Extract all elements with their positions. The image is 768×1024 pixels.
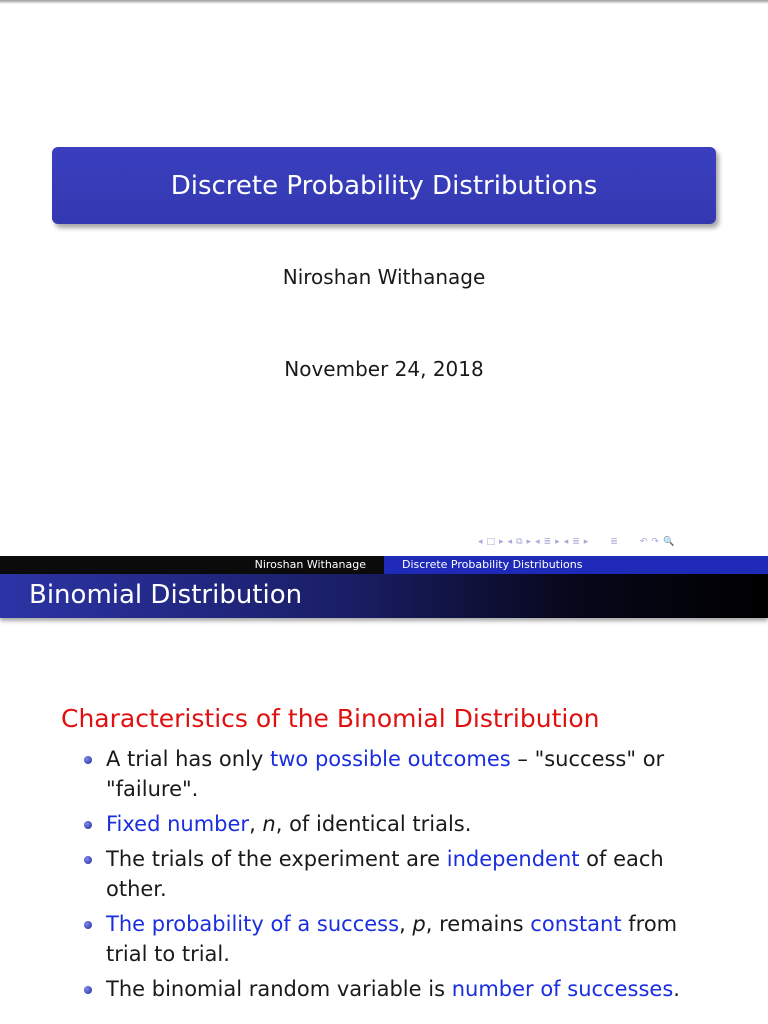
bullet-icon <box>84 986 92 994</box>
nav-forward-icon[interactable]: ↷ <box>651 537 659 547</box>
footline-author: Niroshan Withanage <box>0 556 384 574</box>
list-item <box>84 909 704 969</box>
bullet-icon <box>84 821 92 829</box>
list-item <box>84 974 704 1004</box>
nav-section-icon[interactable]: ≣ <box>572 537 580 547</box>
nav-back-icon[interactable]: ↶ <box>639 537 648 547</box>
list-item <box>84 744 704 804</box>
nav-search-icon[interactable]: 🔍 <box>662 537 675 547</box>
author-name: Niroshan Withanage <box>282 265 486 289</box>
item-highlight: constant <box>530 912 622 936</box>
beamer-navigation[interactable] <box>478 534 678 550</box>
nav-prev-section-icon[interactable]: ◂ <box>563 537 569 547</box>
characteristics-list <box>84 744 704 1009</box>
title-box <box>52 147 716 224</box>
item-math: p <box>412 912 426 936</box>
item-text: from trial to trial. <box>106 912 678 966</box>
item-highlight: number of successes <box>451 977 674 1001</box>
list-item <box>84 809 704 839</box>
item-highlight: two possible outcomes <box>270 747 511 771</box>
nav-prev-slide-icon[interactable]: ◂ <box>478 537 483 547</box>
item-math: n <box>262 812 276 836</box>
nav-next-section-icon[interactable]: ▸ <box>583 537 589 547</box>
list-item <box>84 844 704 904</box>
bullet-icon <box>84 921 92 929</box>
item-highlight: The probability of a success <box>106 912 400 936</box>
item-text: , <box>399 912 413 936</box>
nav-prev-subsection-icon[interactable]: ◂ <box>535 537 540 547</box>
item-text: , remains <box>425 912 531 936</box>
item-text: . <box>673 977 680 1001</box>
item-text: of each other. <box>106 847 664 901</box>
nav-subsection-icon[interactable]: ≣ <box>543 537 552 547</box>
nav-slide-icon[interactable]: □ <box>486 537 496 547</box>
top-edge-shadow <box>0 0 768 4</box>
item-text: The binomial random variable is <box>106 977 452 1001</box>
footline-title: Discrete Probability Distributions <box>384 556 768 574</box>
nav-next-frame-icon[interactable]: ▸ <box>526 537 532 547</box>
footline <box>0 556 768 574</box>
block-title: Characteristics of the Binomial Distribution <box>61 704 600 733</box>
nav-next-slide-icon[interactable]: ▸ <box>499 537 504 547</box>
item-text: A trial has only <box>106 747 271 771</box>
presentation-date: November 24, 2018 <box>284 357 484 381</box>
frame-title-bar <box>0 574 768 618</box>
item-text: The trials of the experiment are <box>106 847 447 871</box>
item-text: , of identical trials. <box>275 812 472 836</box>
item-text: , <box>249 812 263 836</box>
item-text: – "success" or "failure". <box>106 747 665 801</box>
nav-frame-icon[interactable]: ⧉ <box>516 537 523 547</box>
presentation-title: Discrete Probability Distributions <box>170 170 598 201</box>
nav-prev-frame-icon[interactable]: ◂ <box>507 537 513 547</box>
frame-title: Binomial Distribution <box>29 580 303 610</box>
item-highlight: independent <box>446 847 580 871</box>
nav-next-subsection-icon[interactable]: ▸ <box>555 537 560 547</box>
bullet-icon <box>84 856 92 864</box>
item-highlight: Fixed number <box>106 812 250 836</box>
nav-document-icon[interactable]: ≣ <box>610 537 618 547</box>
bullet-icon <box>84 756 92 764</box>
